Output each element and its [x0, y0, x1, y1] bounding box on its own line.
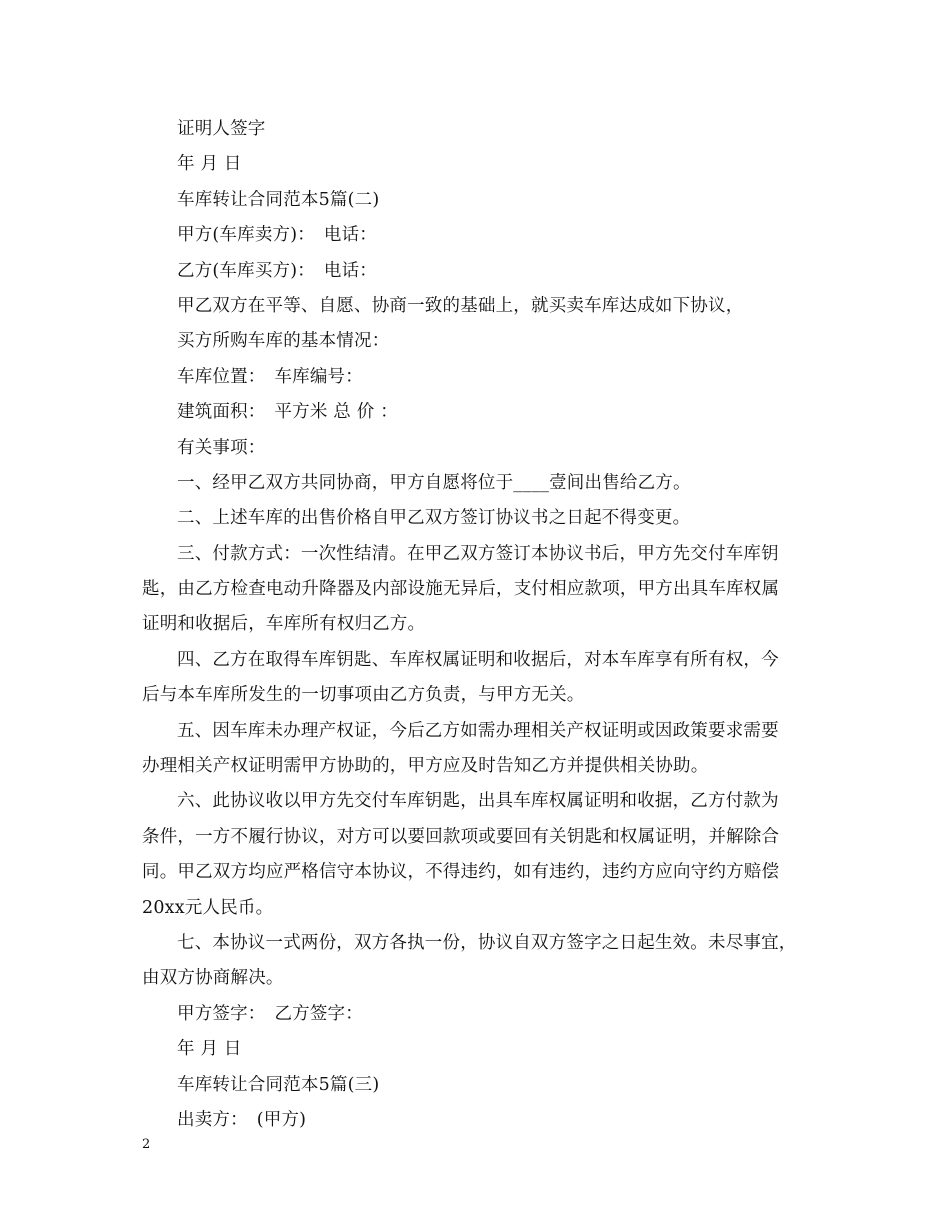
clause-7 — [142, 926, 832, 997]
clause-4-line: 四、乙方在取得车库钥匙、车库权属证明和收据后，对本车库享有所有权，今 — [177, 649, 779, 670]
clause-3-line: 证明和收据后，车库所有权归乙方。 — [142, 614, 426, 635]
agreement-intro: 甲乙双方在平等、自愿、协商一致的基础上，就买卖车库达成如下协议， — [177, 295, 744, 316]
garage-location-line: 车库位置： 车库编号： — [177, 366, 363, 387]
page-number: 2 — [142, 1137, 151, 1152]
seller-line: 出卖方： (甲方) — [177, 1109, 307, 1130]
matters-heading: 有关事项： — [177, 437, 266, 458]
clause-6 — [142, 784, 832, 926]
clause-4 — [142, 643, 832, 714]
clause-3-line: 三、付款方式：一次性结清。在甲乙双方签订本协议书后，甲方先交付车库钥 — [177, 543, 779, 564]
party-b-line: 乙方(车库买方)： 电话： — [177, 260, 378, 281]
clause-3 — [142, 537, 832, 643]
section-title: 车库转让合同范本5篇(二) — [177, 189, 380, 210]
date-line: 年 月 日 — [177, 1039, 242, 1060]
document-body — [142, 112, 832, 1138]
clause-3-line: 匙，由乙方检查电动升降器及内部设施无异后，支付相应款项，甲方出具车库权属 — [142, 579, 780, 600]
clause-5-line: 办理相关产权证明需甲方协助的，甲方应及时告知乙方并提供相关协助。 — [142, 756, 709, 777]
party-a-line: 甲方(车库卖方)： 电话： — [177, 225, 378, 246]
clause-7-line: 由双方协商解决。 — [142, 968, 284, 989]
clause-5-line: 五、因车库未办理产权证，今后乙方如需办理相关产权证明或因政策要求需要 — [177, 720, 779, 741]
signature-line: 甲方签字： 乙方签字： — [177, 1003, 363, 1024]
clause-2: 二、上述车库的出售价格自甲乙双方签订协议书之日起不得变更。 — [177, 508, 691, 529]
clause-5 — [142, 714, 832, 785]
garage-info-heading: 买方所购车库的基本情况： — [177, 331, 390, 352]
clause-1: 一、经甲乙双方共同协商，甲方自愿将位于____壹间出售给乙方。 — [177, 472, 691, 493]
witness-signature-line: 证明人签字 — [177, 119, 266, 139]
clause-4-line: 后与本车库所发生的一切事项由乙方负责，与甲方无关。 — [142, 685, 585, 706]
clause-6-line: 六、此协议收以甲方先交付车库钥匙，出具车库权属证明和收据，乙方付款为 — [177, 791, 779, 812]
clause-6-line: 同。甲乙双方均应严格信守本协议，不得违约，如有违约，违约方应向守约方赔偿 — [142, 862, 780, 883]
section-title: 车库转让合同范本5篇(三) — [177, 1074, 380, 1095]
clause-7-line: 七、本协议一式两份，双方各执一份，协议自双方签字之日起生效。未尽事宜， — [177, 932, 797, 953]
date-line: 年 月 日 — [177, 154, 242, 175]
clause-6-line: 20xx元人民币。 — [142, 897, 274, 918]
garage-area-price-line: 建筑面积： 平方米 总 价 ： — [177, 402, 398, 423]
clause-6-line: 条件，一方不履行协议，对方可以要回款项或要回有关钥匙和权属证明，并解除合 — [142, 826, 780, 847]
